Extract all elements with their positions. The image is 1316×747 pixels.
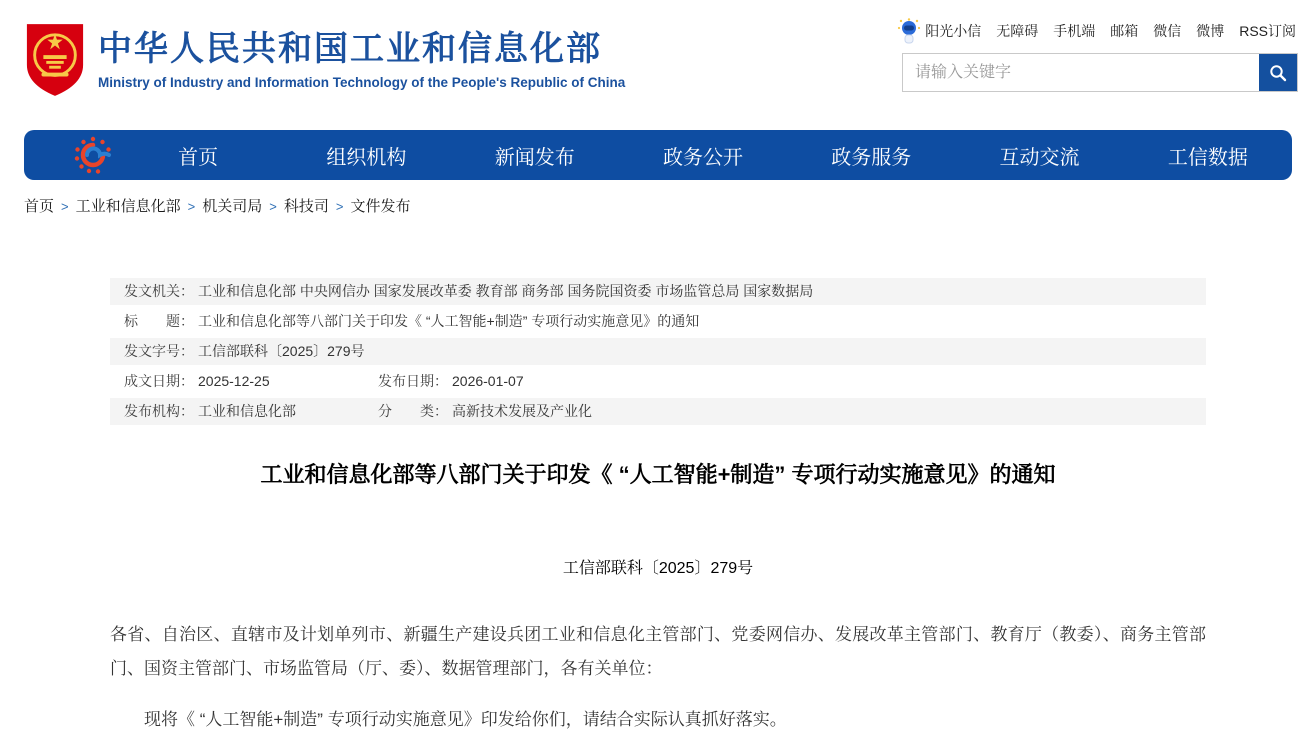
topbar-link-mobile[interactable]: 手机端: [1053, 23, 1096, 39]
mascot-label: 阳光小信: [925, 23, 982, 39]
topbar-link-mail[interactable]: 邮箱: [1110, 23, 1139, 39]
document-area: [110, 278, 1206, 737]
nav-item-home[interactable]: 首页: [178, 146, 219, 169]
site-header: [0, 0, 1316, 120]
miit-gear-logo-icon: [72, 134, 114, 176]
nav-item-interaction[interactable]: 互动交流: [999, 146, 1080, 169]
topbar-link-accessibility[interactable]: 无障碍: [996, 23, 1039, 39]
search-icon: [1269, 64, 1287, 82]
topbar-links: [897, 18, 1296, 44]
site-title: 中华人民共和国工业和信息化部: [98, 29, 602, 68]
meta-row-publisher-category: [110, 398, 1206, 425]
national-emblem-icon: [24, 20, 86, 98]
breadcrumb-separator: >: [61, 199, 69, 214]
site-brand[interactable]: [24, 20, 625, 98]
breadcrumb-separator: >: [335, 199, 344, 214]
nav-item-gov-services[interactable]: 政务服务: [831, 146, 912, 169]
meta-label: 发布机构：: [124, 403, 194, 419]
meta-value: 2026-01-07: [452, 373, 524, 389]
meta-label: 标 题：: [124, 313, 194, 329]
meta-value: 2025-12-25: [198, 373, 270, 389]
meta-label: 分 类：: [378, 403, 448, 419]
nav-item-organization[interactable]: 组织机构: [326, 146, 407, 169]
nav-item-miit-data[interactable]: 工信数据: [1167, 146, 1248, 169]
main-nav: [24, 130, 1292, 180]
breadcrumb-separator: >: [269, 199, 277, 214]
site-subtitle: Ministry of Industry and Information Technology of the People's Republic of China: [98, 74, 626, 90]
document-number: 工信部联科〔2025〕279号: [562, 560, 754, 577]
meta-label: 成文日期：: [124, 373, 194, 389]
document-title: 工业和信息化部等八部门关于印发《 “人工智能+制造” 专项行动实施意见》的通知: [260, 462, 1056, 487]
nav-item-news[interactable]: 新闻发布: [494, 146, 575, 169]
search-button[interactable]: [1259, 54, 1297, 91]
meta-value: 工信部联科〔2025〕279号: [198, 343, 365, 359]
meta-row-issuing-agency: [110, 278, 1206, 305]
document-paragraph-body: 现将《 “人工智能+制造” 专项行动实施意见》印发给你们，请结合实际认真抓好落实。: [144, 710, 787, 729]
meta-label: 发文机关：: [124, 283, 194, 299]
topbar-link-weibo[interactable]: 微博: [1196, 23, 1225, 39]
document-meta-table: [110, 278, 1206, 425]
search-box: [902, 53, 1298, 92]
meta-row-title: [110, 308, 1206, 335]
breadcrumb-science-tech-dept[interactable]: 科技司: [283, 198, 329, 215]
document-paragraph-addressees: 各省、自治区、直辖市及计划单列市、新疆生产建设兵团工业和信息化主管部门、党委网信办、发展改革主管部门、教育厅（教委）、商务主管部门、国资主管部门、市场监管局（厅、委）、数据管理部门，各有关单位：: [110, 625, 1206, 678]
mascot-robot-icon: [897, 18, 921, 44]
topbar-link-wechat[interactable]: 微信: [1153, 23, 1182, 39]
nav-item-gov-disclosure[interactable]: 政务公开: [662, 146, 743, 169]
breadcrumb: [24, 195, 1316, 216]
breadcrumb-document-release[interactable]: 文件发布: [350, 198, 411, 215]
breadcrumb-miit[interactable]: 工业和信息化部: [75, 198, 181, 215]
meta-value: 工业和信息化部: [198, 403, 296, 419]
breadcrumb-separator: >: [187, 199, 196, 214]
nav-items: [114, 141, 1292, 170]
meta-row-doc-number: [110, 338, 1206, 365]
mascot-link[interactable]: [897, 18, 981, 44]
meta-value: 高新技术发展及产业化: [452, 403, 592, 419]
meta-row-dates: [110, 368, 1206, 395]
breadcrumb-departments[interactable]: 机关司局: [202, 198, 263, 215]
breadcrumb-home[interactable]: 首页: [24, 198, 55, 215]
meta-label: 发布日期：: [378, 373, 448, 389]
meta-value: 工业和信息化部等八部门关于印发《 “人工智能+制造” 专项行动实施意见》的通知: [198, 313, 700, 329]
meta-label: 发文字号：: [124, 343, 194, 359]
topbar-link-rss[interactable]: RSS订阅: [1239, 23, 1296, 39]
search-input[interactable]: [903, 54, 1259, 91]
meta-value: 工业和信息化部 中央网信办 国家发展改革委 教育部 商务部 国务院国资委 市场监管总局 国家数据局: [198, 283, 814, 299]
